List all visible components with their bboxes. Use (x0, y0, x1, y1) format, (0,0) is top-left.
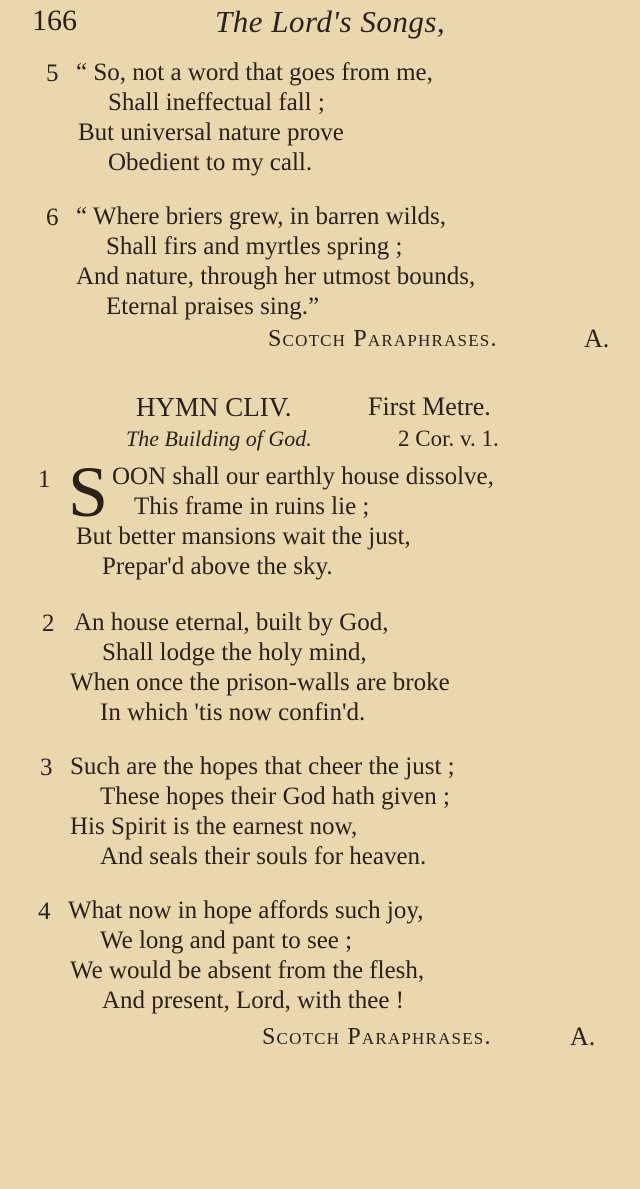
verse-line: But universal nature prove (78, 119, 344, 146)
verse-line: His Spirit is the earnest now, (70, 813, 358, 840)
verse-line: An house eternal, built by God, (74, 609, 389, 636)
verse-number: 3 (40, 754, 53, 781)
verse-number: 1 (38, 466, 51, 493)
hymn-subject: The Building of God. (126, 426, 312, 451)
verse-line: This frame in ruins lie ; (134, 493, 370, 520)
verse-line: In which 'tis now confin'd. (100, 699, 366, 726)
running-title: The Lord's Songs, (215, 4, 446, 39)
verse-line: Such are the hopes that cheer the just ; (70, 753, 455, 780)
verse-number: 2 (42, 610, 55, 637)
verse-line: We long and pant to see ; (100, 927, 353, 954)
attribution: Scotch Paraphrases. (268, 326, 498, 352)
verse-line: Prepar'd above the sky. (102, 553, 333, 580)
hymn-title: HYMN CLIV. (136, 392, 292, 422)
verse-number: 4 (38, 898, 51, 925)
verse-line: “ So, not a word that goes from me, (76, 59, 433, 86)
drop-cap: S (68, 452, 109, 532)
verse-line: These hopes their God hath given ; (100, 783, 450, 810)
hymn-metre: First Metre. (368, 392, 491, 421)
tune-letter: A. (570, 1022, 596, 1051)
scripture-reference: 2 Cor. v. 1. (398, 426, 499, 451)
verse-line: Shall ineffectual fall ; (108, 89, 325, 116)
verse-number: 5 (46, 60, 59, 87)
verse-line: And nature, through her utmost bounds, (76, 263, 476, 290)
verse-line: Shall firs and myrtles spring ; (106, 233, 403, 260)
page-number: 166 (32, 4, 77, 37)
tune-letter: A. (584, 324, 610, 353)
verse-line: “ Where briers grew, in barren wilds, (76, 203, 446, 230)
verse-line: OON shall our earthly house dissolve, (112, 463, 494, 490)
attribution: Scotch Paraphrases. (262, 1024, 492, 1050)
verse-line: What now in hope affords such joy, (68, 897, 424, 924)
verse-line: Obedient to my call. (108, 149, 313, 176)
verse-line: And present, Lord, with thee ! (102, 987, 405, 1014)
verse-line: When once the prison-walls are broke (70, 669, 450, 696)
verse-line: Shall lodge the holy mind, (102, 639, 367, 666)
verse-line: But better mansions wait the just, (76, 523, 411, 550)
verse-number: 6 (46, 204, 59, 231)
verse-line: Eternal praises sing.” (106, 293, 320, 320)
verse-line: We would be absent from the flesh, (70, 957, 425, 984)
verse-line: And seals their souls for heaven. (100, 843, 427, 870)
